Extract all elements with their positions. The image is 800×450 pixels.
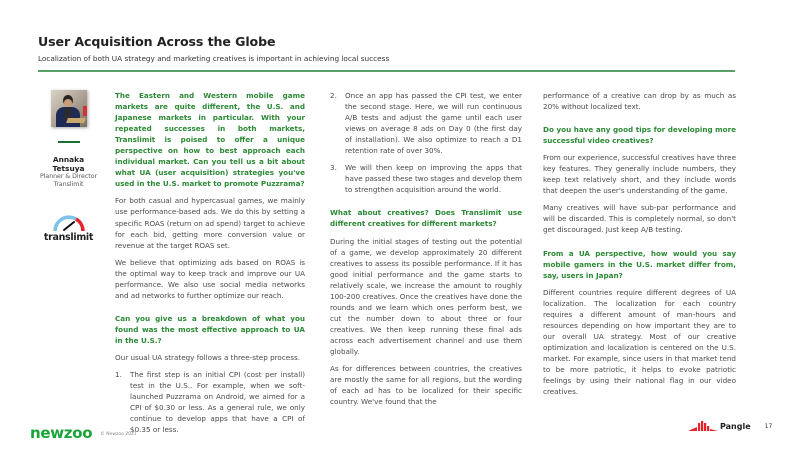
pangle-wordmark: Pangle <box>720 421 751 431</box>
profile-divider <box>58 141 80 143</box>
gauge-icon <box>52 213 86 233</box>
article-column-1 <box>115 90 305 441</box>
list-text: Once an app has passed the CPI test, we enter the second stage. Here, we will run continuous A/B tests and adjust the game until each user views on average 8 ads on Day 0 (the first day of installation). We also optimize to reach a D1 retention rate of over 30%. <box>345 91 522 156</box>
page-subtitle: Localization of both UA strategy and marketing creatives is important in achieving local success <box>38 54 390 63</box>
list-number: 3. <box>330 163 337 173</box>
list-item <box>330 90 522 156</box>
article-column-2 <box>330 90 522 413</box>
question-text: The Eastern and Western mobile game markets are quite different, the U.S. and Japanese markets in particular. With your repeated successes in both markets, Translimit is poised to offer a unique perspective on how to best approach each individual market. Can you tell us a bit about what UA (user acquisition) strategies you've used in the U.S. market to promote Puzzrama? <box>115 91 305 189</box>
page-title: User Acquisition Across the Globe <box>38 34 276 49</box>
newzoo-logo: newzoo <box>30 424 93 442</box>
list-item <box>330 162 522 195</box>
answer-paragraph: Different countries require different degrees of UA localization. The localization for each country requires a different amount of man-hours and resources depending on how important they are to our overall UA strategy. Most of our creative optimization and localization is centered on the U.S. market. For example, since users in that market tend to be more patriotic, it helps to evoke patriotic feelings by using their national flag in our video creatives. <box>543 287 736 397</box>
question-text: What about creatives? Does Translimit use different creatives for different markets? <box>330 208 522 229</box>
answer-paragraph: During the initial stages of testing out the potential of a game, we develop approximately 20 different creatives to assess its possible performance. If it has good initial performance and the game starts to relatively scale, we increase the amount to roughly 100-200 creatives. Once the creatives have done the rounds and we learn which ones perform best, we cut the number down to about three or four creatives. We then keep running these final ads across each advertisement channel and use them globally. <box>330 236 522 356</box>
interviewee-photo <box>51 90 87 127</box>
pangle-logo-icon <box>688 420 718 432</box>
list-text: We will then keep on improving the apps that have passed these two stages and develop them to strengthen acquisition around the world. <box>345 163 522 195</box>
page-number: 17 <box>764 422 773 430</box>
copyright-text: © Newzoo 2021 <box>100 431 137 437</box>
interviewee-role: Planner & Director <box>39 173 98 180</box>
question-text: Can you give us a breakdown of what you found was the most effective approach to UA in the U.S.? <box>115 313 305 345</box>
header-divider <box>38 70 735 72</box>
list-item <box>115 369 305 435</box>
footer-partner <box>688 420 772 432</box>
answer-paragraph: Many creatives will have sub-par performance and will be discarded. This is completely normal, so don't get discouraged. Just keep A/B testing. <box>543 203 736 235</box>
question-text: Do you have any good tips for developing more successful video creatives? <box>543 125 736 146</box>
interviewee-company: Translimit <box>53 181 84 189</box>
footer-brand <box>30 424 137 442</box>
answer-paragraph: We believe that optimizing ads based on ROAS is the optimal way to keep track and improve our UA performance. We also use social media networks and ad networks to further optimize our reach. <box>115 257 305 300</box>
interviewee-name: Annaka Tetsuya <box>52 155 85 173</box>
list-number: 2. <box>330 91 337 100</box>
list-text: The first step is an initial CPI (cost per install) test in the U.S.. For example, when we soft-launched Puzzrama on Android, we aimed for a CPI of $0.30 or less. As a general rule, we only continue to develop apps that have a CPI of $0.35 or less. <box>130 370 305 435</box>
answer-paragraph: performance of a creative can drop by as much as 20% without localized text. <box>543 91 736 112</box>
answer-paragraph: From our experience, successful creatives have three key features. They generally include numbers, they keep text relatively short, and they include words that deepen the user's understanding of the game. <box>543 153 736 196</box>
translimit-wordmark: translimit <box>43 232 94 244</box>
translimit-logo <box>36 213 101 243</box>
article-column-3 <box>543 90 736 403</box>
answer-paragraph: For both casual and hypercasual games, we mainly use performance-based ads. We do this by setting a specific ROAS (return on ad spend) target to achieve for each bid, getting more conversion value or revenue at the target ROAS set. <box>115 196 305 250</box>
answer-paragraph: Our usual UA strategy follows a three-step process. <box>115 352 300 362</box>
list-number: 1. <box>115 370 122 380</box>
answer-paragraph: As for differences between countries, the creatives are mostly the same for all regions, but the wording of each ad has to be localized for their specific country. We've found that the <box>330 364 522 407</box>
interviewee-profile <box>36 90 101 243</box>
question-text: From a UA perspective, how would you say mobile gamers in the U.S. market differ from, say, users in Japan? <box>543 248 736 280</box>
